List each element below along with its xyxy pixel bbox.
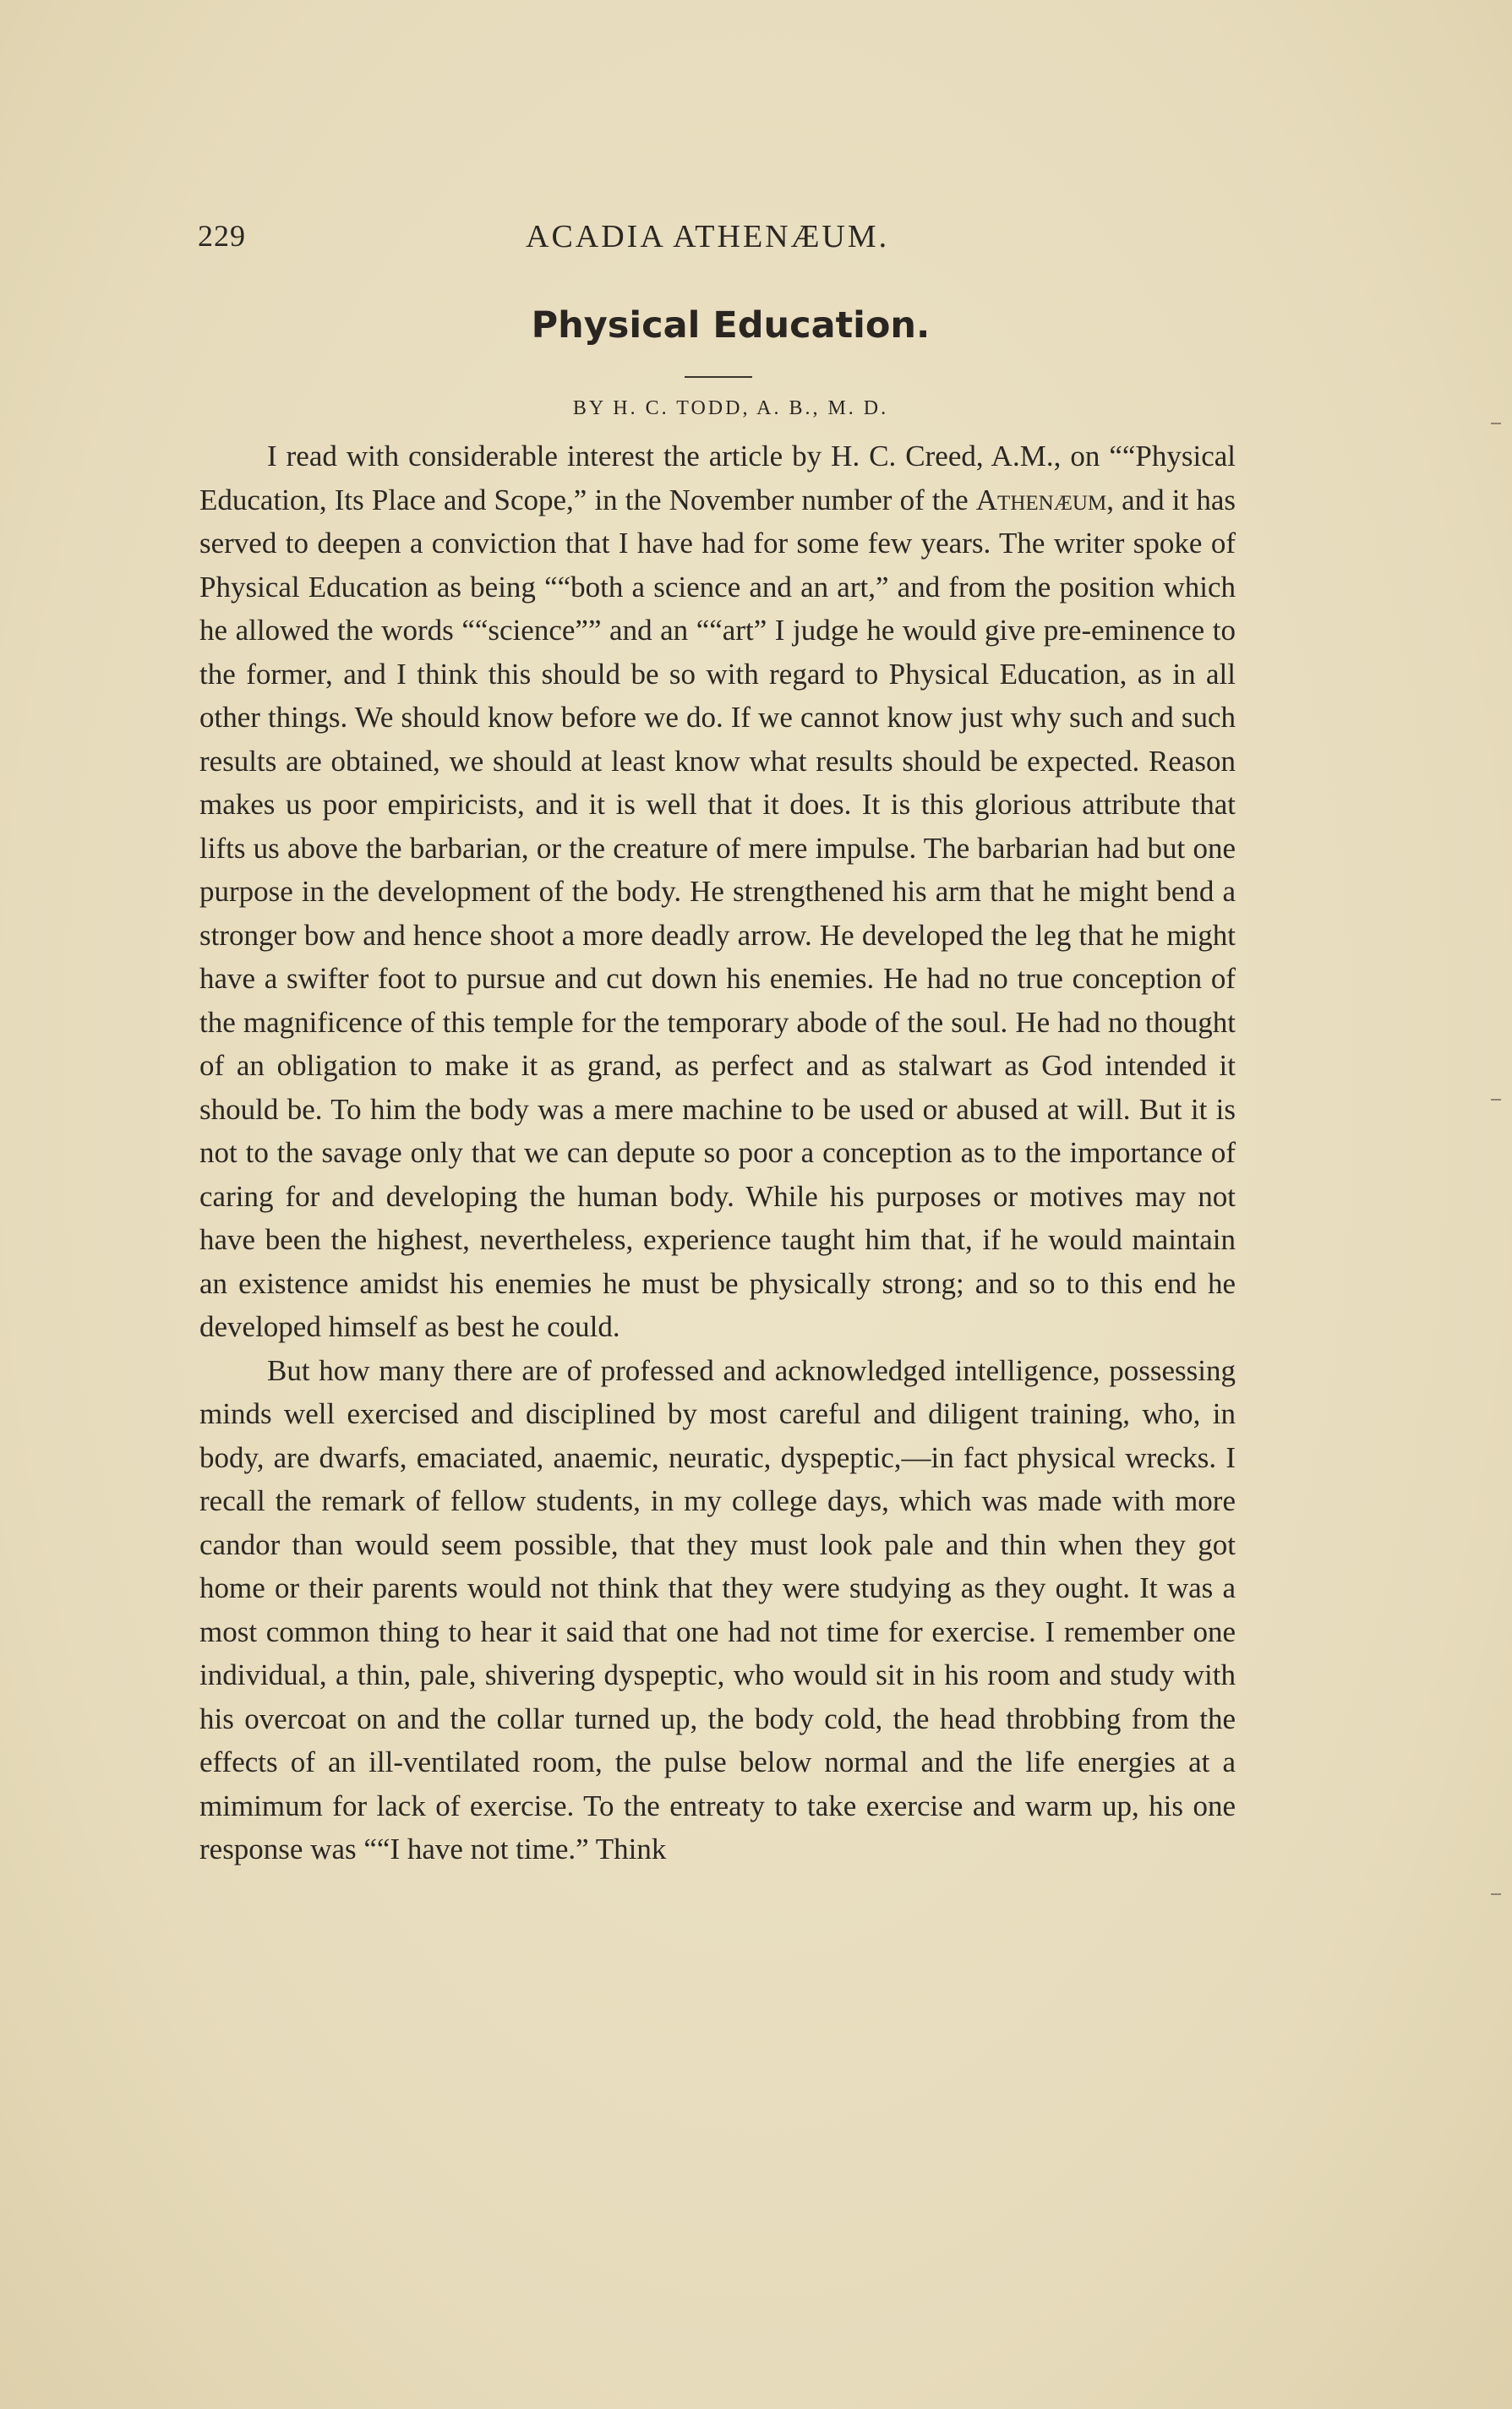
title-rule — [685, 376, 752, 378]
page-header — [198, 218, 1237, 260]
article-byline: BY H. C. TODD, A. B., M. D. — [572, 397, 889, 419]
page-number: 229 — [198, 219, 246, 253]
running-title: ACADIA ATHENÆUM. — [526, 219, 890, 254]
paragraph-1-start: I read with considerable interest the article by H. C. Creed, A.M., on ““Physical Education, Its Place and Scope,” in the November number of the — [199, 440, 1236, 516]
scan-edge-mark — [1491, 423, 1501, 424]
scan-edge-mark — [1491, 1893, 1501, 1895]
article-body — [199, 434, 1236, 1871]
paragraph-1-rest: , and it has served to deepen a conviction that I have had for some few years. The writer spoke of Physical Education as being ““both a science and an art,” and from the position which he allowed the words ““science”” and an ““art” I judge he would give pre-eminence to the former, and I think this should be so with regard to Physical Education, as in all other things. We should know before we do. If we cannot know just why such and such results are obtained, we should at least know what results should be expected. Reason makes us poor empiricists, and it is well that it does. It is this glorious attribute that lifts us above the barbarian, or the creature of mere impulse. The barbarian had but one purpose in the development of the body. He strengthened his arm that he might bend a stronger bow and hence shoot a more deadly arrow. He developed the leg that he might have a swifter foot to pursue and cut down his enemies. He had no true conception of the magnificence of this temple for the temporary abode of the soul. He had no thought of an obligation to make it as grand, as perfect and as stalwart as God intended it should be. To him the body was a mere machine to be used or abused at will. But it is not to the savage only that we can depute so poor a conception as to the importance of caring for and developing the human body. While his purposes or motives may not have been the highest, nevertheless, experience taught him that, if he would maintain an existence amidst his enemies he must be physically strong; and so to this end he developed himself as best he could. — [199, 483, 1236, 1343]
scan-edge-mark — [1491, 1099, 1501, 1101]
paragraph-1 — [199, 434, 1236, 1349]
article-title: Physical Education. — [531, 304, 931, 347]
journal-name: Athenæum — [975, 483, 1107, 516]
paragraph-2: But how many there are of professed and acknowledged intelligence, possessing minds well exercised and disciplined by most careful and diligent training, who, in body, are dwarfs, emaciated, anaemic, neuratic, dyspeptic,—in fact physical wrecks. I recall the remark of fellow students, in my college days, which was made with more candor than would seem possible, that they must look pale and thin when they got home or their parents would not think that they were studying as they ought. It was a most common thing to hear it said that one had not time for exercise. I remember one individual, a thin, pale, shivering dyspeptic, who would sit in his room and study with his overcoat on and the collar turned up, the body cold, the head throbbing from the effects of an ill-ventilated room, the pulse below normal and the life energies at a mimimum for lack of exercise. To the entreaty to take exercise and warm up, his one response was ““I have not time.” Think — [199, 1353, 1236, 1865]
